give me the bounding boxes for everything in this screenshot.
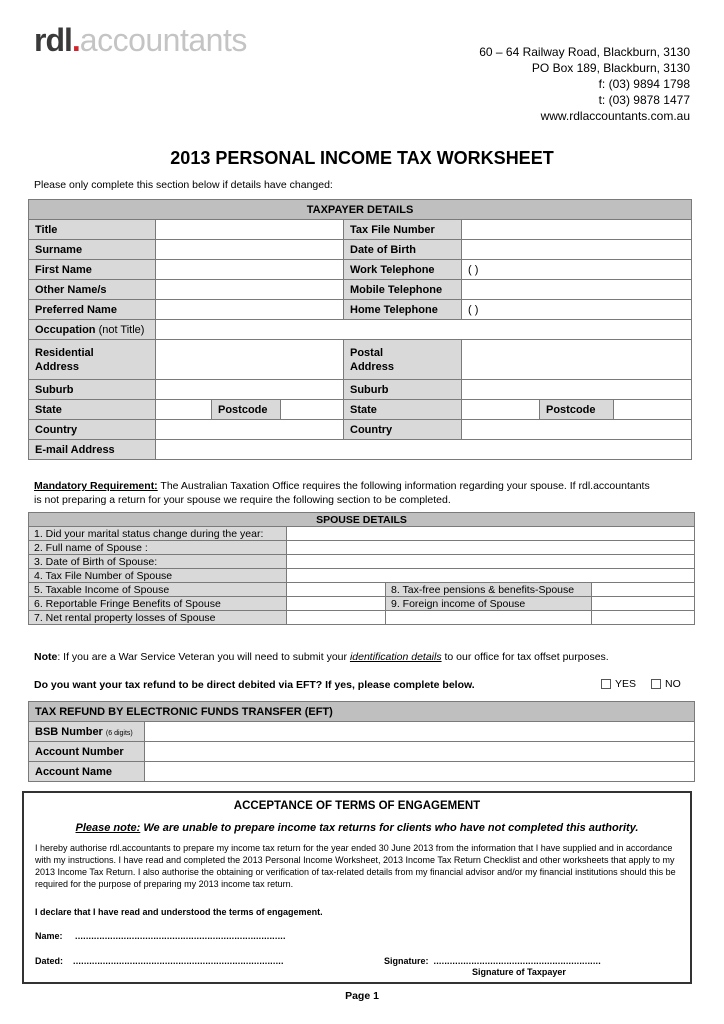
empty-cell [592,611,695,625]
postcode-label: Postcode [212,400,281,420]
spouse-fringe-benefits-field[interactable] [287,597,386,611]
yes-option[interactable]: YES [601,678,636,690]
spouse-question: 1. Did your marital status change during the year: [29,527,287,541]
work-telephone-field[interactable]: ( ) [462,260,692,280]
spouse-question: 2. Full name of Spouse : [29,541,287,555]
account-number-field[interactable] [145,742,695,762]
page-number: Page 1 [345,990,379,1002]
intro-text: Please only complete this section below if details have changed: [34,179,333,191]
email-label: E-mail Address [29,440,156,460]
postal-state-field[interactable] [462,400,540,420]
veteran-note: Note: If you are a War Service Veteran you will need to submit your identification details to our office for tax offset purposes. [34,651,609,663]
declaration: I declare that I have read and understood the terms of engagement. [35,907,323,917]
postal-country-field[interactable] [462,420,692,440]
state-label: State [29,400,156,420]
eft-table [28,701,695,782]
spouse-question: 9. Foreign income of Spouse [386,597,592,611]
surname-label: Surname [29,240,156,260]
other-names-field[interactable] [156,280,344,300]
mobile-telephone-label: Mobile Telephone [344,280,462,300]
name-line[interactable]: Name: .............................................................................. [35,931,286,941]
account-number-label: Account Number [29,742,145,762]
signature-caption: Signature of Taxpayer [472,967,566,977]
spouse-question: 5. Taxable Income of Spouse [29,583,287,597]
title-label: Title [29,220,156,240]
postal-address-label: Postal Address [344,340,462,380]
preferred-name-label: Preferred Name [29,300,156,320]
taxpayer-details-heading: TAXPAYER DETAILS [29,200,692,220]
account-name-label: Account Name [29,762,145,782]
signature-line[interactable]: Signature: .............................................................. [384,956,601,966]
postal-postcode-label: Postcode [540,400,614,420]
spouse-name-field[interactable] [287,541,695,555]
country-field[interactable] [156,420,344,440]
postal-address-field[interactable] [462,340,692,380]
postal-country-label: Country [344,420,462,440]
acceptance-note: Please note: We are unable to prepare income tax returns for clients who have not completed this authority. [75,822,639,834]
country-label: Country [29,420,156,440]
postal-state-label: State [344,400,462,420]
page-title: 2013 PERSONAL INCOME TAX WORKSHEET [170,148,554,168]
residential-address-label: Residential Address [29,340,156,380]
spouse-question: 6. Reportable Fringe Benefits of Spouse [29,597,287,611]
date-of-birth-field[interactable] [462,240,692,260]
address-line: 60 – 64 Railway Road, Blackburn, 3130 [479,45,690,59]
mobile-telephone-field[interactable] [462,280,692,300]
bsb-field[interactable] [145,722,695,742]
no-option[interactable]: NO [651,678,681,690]
spouse-pensions-field[interactable] [592,583,695,597]
telephone-number: t: (03) 9878 1477 [598,93,690,107]
title-field[interactable] [156,220,344,240]
spouse-tfn-field[interactable] [287,569,695,583]
spouse-taxable-income-field[interactable] [287,583,386,597]
state-field[interactable] [156,400,212,420]
suburb-field[interactable] [156,380,344,400]
acceptance-box [22,791,692,984]
bsb-label: BSB Number (6 digits) [29,722,145,742]
dated-line[interactable]: Dated: .............................................................................. [35,956,284,966]
acceptance-title: ACCEPTANCE OF TERMS OF ENGAGEMENT [233,800,481,812]
home-telephone-label: Home Telephone [344,300,462,320]
acceptance-body: I hereby authorise rdl.accountants to prepare my income tax return for the year ended 30 June 2013 from the information that I have supplied and in accordance with my instructions. I have read and completed the 2013 Personal Income Worksheet, 2013 Income Tax Return Checklist and other worksheets that apply to my 2013 Income Tax Return. I also authorise the obtaining or verification of tax-related details from my financial advisor and/or my financial institutions should this be required for the purpose of preparing my 2013 income tax return. [35,843,676,889]
postal-suburb-field[interactable] [462,380,692,400]
company-logo: rdl.accountants [34,22,247,58]
spouse-foreign-income-field[interactable] [592,597,695,611]
date-of-birth-label: Date of Birth [344,240,462,260]
address-line: PO Box 189, Blackburn, 3130 [531,61,690,75]
spouse-question: 8. Tax-free pensions & benefits-Spouse [386,583,592,597]
other-names-label: Other Name/s [29,280,156,300]
mandatory-requirement: Mandatory Requirement: The Australian Taxation Office requires the following information regarding your spouse. If rdl.accountants is not preparing a return for your spouse we require the following section to be completed. [34,480,650,506]
email-field[interactable] [156,440,692,460]
taxpayer-details-table [28,199,692,460]
surname-field[interactable] [156,240,344,260]
tax-file-number-field[interactable] [462,220,692,240]
postal-suburb-label: Suburb [344,380,462,400]
first-name-label: First Name [29,260,156,280]
yes-checkbox[interactable] [601,679,611,689]
website: www.rdlaccountants.com.au [540,109,690,123]
eft-heading: TAX REFUND BY ELECTRONIC FUNDS TRANSFER (EFT) [29,702,695,722]
spouse-dob-field[interactable] [287,555,695,569]
fax-number: f: (03) 9894 1798 [598,77,690,91]
account-name-field[interactable] [145,762,695,782]
residential-address-field[interactable] [156,340,344,380]
company-address [479,44,690,124]
occupation-label: Occupation (not Title) [29,320,156,340]
work-telephone-label: Work Telephone [344,260,462,280]
home-telephone-field[interactable]: ( ) [462,300,692,320]
tax-file-number-label: Tax File Number [344,220,462,240]
spouse-question: 3. Date of Birth of Spouse: [29,555,287,569]
spouse-details-table [28,512,695,625]
postal-postcode-field[interactable] [614,400,692,420]
empty-cell [386,611,592,625]
occupation-field[interactable] [156,320,692,340]
marital-status-field[interactable] [287,527,695,541]
eft-question: Do you want your tax refund to be direct debited via EFT? If yes, please complete below. [34,679,475,691]
no-checkbox[interactable] [651,679,661,689]
first-name-field[interactable] [156,260,344,280]
spouse-details-heading: SPOUSE DETAILS [29,513,695,527]
spouse-rental-losses-field[interactable] [287,611,386,625]
spouse-question: 4. Tax File Number of Spouse [29,569,287,583]
preferred-name-field[interactable] [156,300,344,320]
spouse-question: 7. Net rental property losses of Spouse [29,611,287,625]
suburb-label: Suburb [29,380,156,400]
postcode-field[interactable] [281,400,344,420]
